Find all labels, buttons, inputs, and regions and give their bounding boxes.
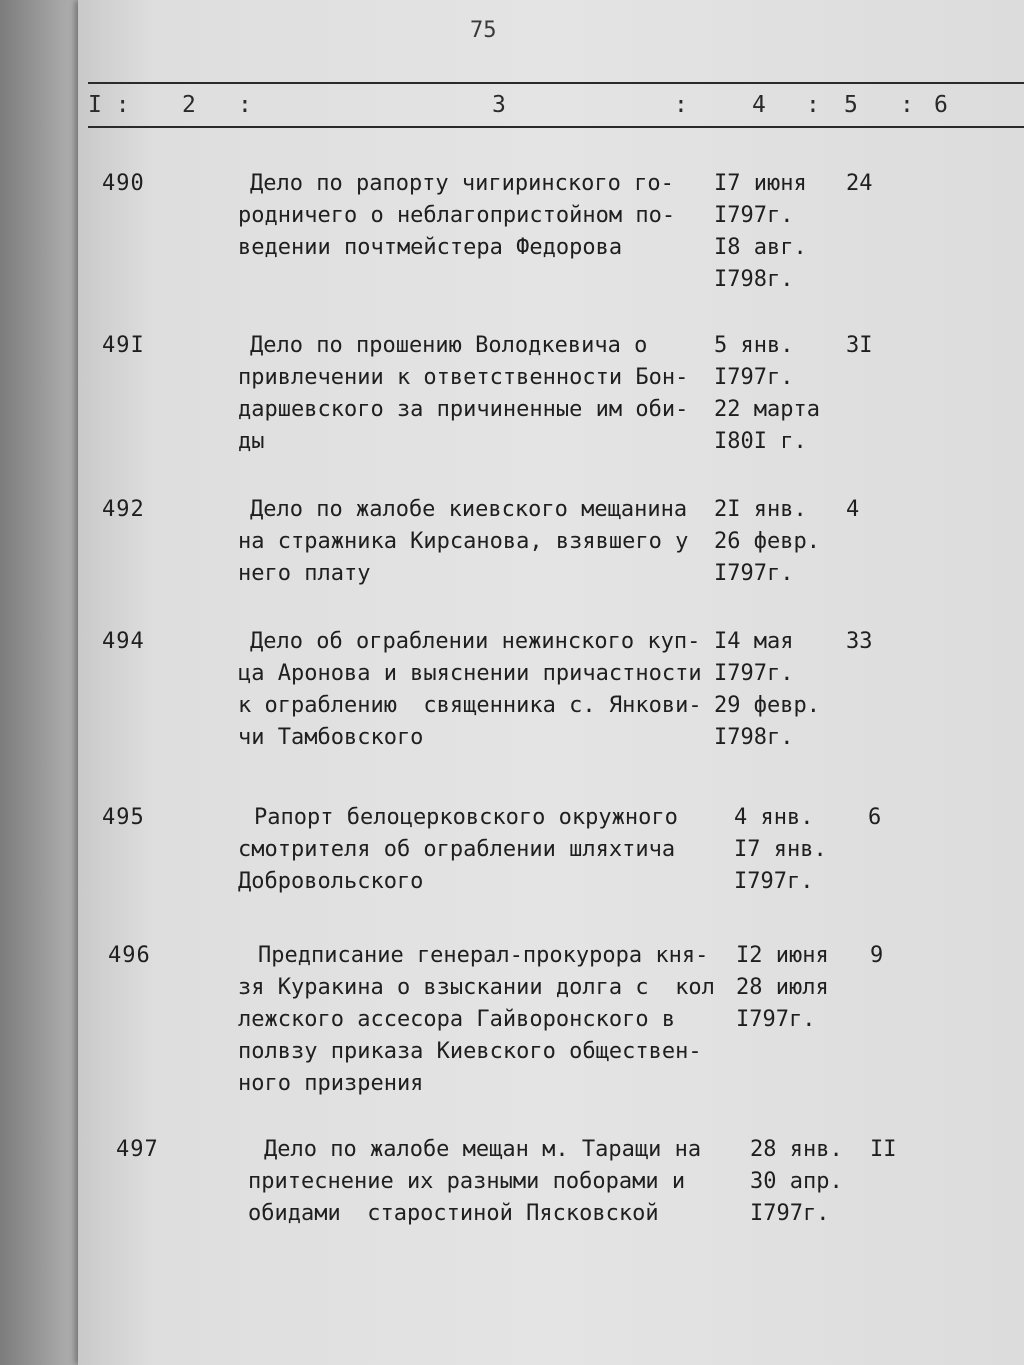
date-line: I797г.	[750, 1201, 830, 1226]
record-dates	[714, 802, 854, 898]
title-line: чи Тамбовского	[238, 725, 424, 750]
record-sheet-count: 6	[868, 805, 882, 830]
header-rule-bottom	[88, 126, 1024, 128]
page-number: 75	[470, 18, 497, 43]
title-line: Дело по рапорту чигиринского го-	[250, 171, 674, 196]
record-title	[238, 494, 718, 590]
record-number: 49I	[102, 333, 145, 358]
date-line: I797г.	[714, 203, 794, 228]
date-line: 22 марта	[714, 397, 820, 422]
title-line: зя Куракина о взыскании долга с кол	[238, 975, 715, 1000]
record-dates	[750, 1134, 890, 1230]
column-separator: :	[238, 92, 252, 118]
title-line: полвзу приказа Киевского обществен-	[238, 1039, 702, 1064]
title-line: даршевского за причиненные им оби-	[238, 397, 689, 422]
record-dates	[714, 626, 854, 754]
date-line: I4 мая	[714, 629, 794, 654]
date-line: I797г.	[714, 561, 794, 586]
column-header-3: 3	[492, 92, 506, 118]
title-line: ды	[238, 429, 265, 454]
date-line: I8 авг.	[714, 235, 807, 260]
date-line: 30 апр.	[750, 1169, 843, 1194]
record-number: 495	[102, 805, 145, 830]
date-line: I2 июня	[736, 943, 829, 968]
column-header-row	[0, 92, 1024, 122]
title-line: Дело об ограблении нежинского куп-	[250, 629, 701, 654]
date-line: 26 февр.	[714, 529, 820, 554]
record-title	[238, 940, 718, 1100]
column-separator: :	[674, 92, 688, 118]
title-line: лежского ассесора Гайворонского в	[238, 1007, 676, 1032]
record-number: 496	[108, 943, 151, 968]
column-header-4: 4	[752, 92, 766, 118]
title-line: ведении почтмейстера Федорова	[238, 235, 623, 260]
date-line: I797г.	[734, 869, 814, 894]
date-line: I7 июня	[714, 171, 807, 196]
record-sheet-count: II	[870, 1137, 897, 1162]
date-line: 28 янв.	[750, 1137, 843, 1162]
record-sheet-count: 24	[846, 171, 873, 196]
date-line: 5 янв.	[714, 333, 794, 358]
record-sheet-count: 9	[870, 943, 884, 968]
date-line: I798г.	[714, 725, 794, 750]
date-line: I797г.	[714, 661, 794, 686]
title-line: привлечении к ответственности Бон-	[238, 365, 689, 390]
date-line: 29 февр.	[714, 693, 820, 718]
title-line: Рапорт белоцерковского окружного	[254, 805, 678, 830]
column-header-5: 5	[844, 92, 858, 118]
title-line: на стражника Кирсанова, взявшего у	[238, 529, 689, 554]
title-line: смотрителя об ограблении шляхтича	[238, 837, 676, 862]
title-line: ного призрения	[238, 1071, 424, 1096]
record-number: 494	[102, 629, 145, 654]
title-line: Дело по жалобе мещан м. Таращи на	[264, 1137, 702, 1162]
title-line: Дело по жалобе киевского мещанина	[250, 497, 688, 522]
column-header-1: I :	[88, 92, 130, 118]
record-dates	[714, 330, 854, 458]
title-line: Добровольского	[238, 869, 424, 894]
record-number: 492	[102, 497, 145, 522]
record-title	[238, 168, 718, 264]
title-line: Дело по прошению Володкевича о	[250, 333, 648, 358]
record-sheet-count: 33	[846, 629, 873, 654]
date-line: I797г.	[714, 365, 794, 390]
title-line: притеснение их разными поборами и	[248, 1169, 686, 1194]
column-separator: :	[900, 92, 914, 118]
title-line: родничего о неблагопристойном по-	[238, 203, 676, 228]
title-line: ца Аронова и выяснении причастности	[238, 661, 702, 686]
record-title	[238, 802, 718, 898]
record-sheet-count: 4	[846, 497, 860, 522]
date-line: I798г.	[714, 267, 794, 292]
title-line: Предписание генерал-прокурора кня-	[258, 943, 709, 968]
date-line: 2I янв.	[714, 497, 807, 522]
record-title	[248, 1134, 728, 1230]
record-sheet-count: 3I	[846, 333, 873, 358]
date-line: 4 янв.	[734, 805, 814, 830]
record-title	[238, 626, 718, 754]
column-header-2: 2	[182, 92, 196, 118]
date-line: I797г.	[736, 1007, 816, 1032]
date-line: I80I г.	[714, 429, 807, 454]
record-number: 497	[116, 1137, 159, 1162]
record-dates	[714, 494, 854, 590]
header-rule-top	[88, 82, 1024, 84]
column-header-6: 6	[934, 92, 948, 118]
title-line: обидами старостиной Пясковской	[248, 1201, 659, 1226]
record-dates	[714, 168, 854, 296]
record-number: 490	[102, 171, 145, 196]
date-line: I7 янв.	[734, 837, 827, 862]
title-line: к ограблению священника с. Янкови-	[238, 693, 702, 718]
title-line: него плату	[238, 561, 371, 586]
date-line: 28 июля	[736, 975, 829, 1000]
column-separator: :	[806, 92, 820, 118]
record-title	[238, 330, 718, 458]
